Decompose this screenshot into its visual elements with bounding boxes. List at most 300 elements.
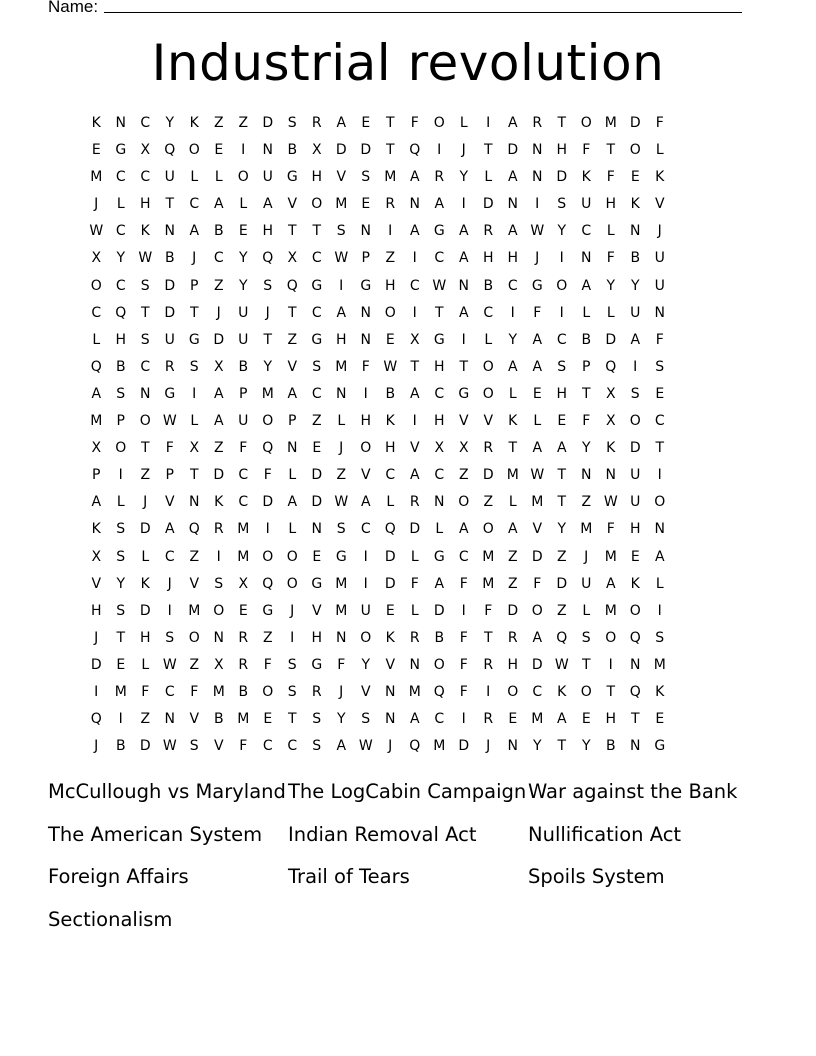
grid-letter: N — [654, 521, 665, 538]
grid-letter: K — [508, 413, 518, 430]
grid-letter: M — [433, 738, 446, 755]
grid-letter: O — [286, 548, 298, 565]
grid-letter: Z — [581, 494, 592, 511]
grid-letter: K — [385, 413, 395, 430]
grid-letter: U — [654, 250, 665, 267]
grid-letter: S — [655, 629, 665, 646]
grid-letter: T — [189, 467, 199, 484]
grid-letter: K — [140, 575, 150, 592]
grid-letter: V — [287, 196, 298, 213]
grid-letter: N — [507, 738, 518, 755]
grid-letter: L — [508, 494, 517, 511]
grid-letter: D — [311, 494, 323, 511]
grid-letter: D — [482, 196, 494, 213]
grid-letter: U — [164, 331, 175, 348]
grid-letter: Y — [581, 440, 591, 457]
grid-letter: A — [336, 115, 347, 131]
grid-row — [84, 516, 732, 543]
grid-letter: T — [557, 467, 567, 484]
grid-letter: V — [532, 521, 543, 538]
grid-letter: H — [433, 358, 445, 375]
grid-letter: L — [533, 413, 542, 430]
grid-letter: I — [412, 250, 417, 267]
grid-letter: T — [263, 331, 273, 348]
grid-letter: M — [384, 169, 397, 186]
grid-letter: X — [605, 413, 616, 430]
grid-letter: L — [508, 385, 517, 402]
grid-letter: Z — [213, 440, 224, 457]
word-list-item: War against the Bank — [528, 780, 738, 803]
grid-letter: D — [605, 331, 617, 348]
grid-letter: S — [336, 521, 346, 538]
grid-letter: X — [409, 331, 420, 348]
grid-letter: K — [606, 440, 616, 457]
grid-letter: H — [433, 413, 445, 430]
grid-row — [84, 571, 732, 598]
grid-letter: M — [531, 711, 544, 728]
grid-letter: O — [556, 277, 568, 294]
grid-letter: E — [91, 142, 101, 159]
grid-letter: Q — [90, 358, 102, 375]
grid-letter: B — [238, 683, 249, 700]
grid-letter: F — [263, 467, 272, 484]
grid-letter: M — [114, 683, 127, 700]
grid-letter: A — [507, 223, 518, 240]
grid-letter: P — [190, 277, 199, 294]
grid-letter: A — [409, 385, 420, 402]
grid-letter: Q — [433, 683, 445, 700]
grid-letter: Y — [557, 223, 567, 240]
grid-letter: Z — [189, 656, 200, 673]
grid-letter: F — [190, 683, 199, 700]
grid-letter: D — [213, 331, 225, 348]
grid-letter: H — [311, 629, 323, 646]
grid-letter: X — [213, 656, 224, 673]
grid-letter: D — [360, 142, 372, 159]
word-list-item: The LogCabin Campaign — [288, 780, 527, 803]
grid-letter: S — [116, 602, 126, 619]
grid-row — [84, 652, 732, 679]
grid-letter: U — [654, 277, 665, 294]
grid-letter: O — [605, 629, 617, 646]
grid-letter: K — [557, 683, 567, 700]
grid-letter: V — [164, 494, 175, 511]
grid-letter: K — [214, 494, 224, 511]
grid-letter: H — [556, 142, 568, 159]
grid-letter: E — [655, 385, 665, 402]
grid-letter: D — [139, 738, 151, 755]
grid-letter: Y — [606, 277, 616, 294]
grid-letter: U — [164, 169, 175, 186]
grid-letter: I — [559, 304, 564, 321]
grid-letter: J — [461, 142, 466, 159]
grid-letter: N — [164, 711, 175, 728]
grid-letter: V — [189, 575, 200, 592]
grid-letter: Q — [605, 358, 617, 375]
grid-row — [84, 625, 732, 652]
grid-letter: D — [507, 602, 519, 619]
grid-letter: D — [482, 467, 494, 484]
grid-letter: I — [241, 142, 246, 159]
grid-letter: A — [189, 223, 200, 240]
grid-letter: Z — [507, 575, 518, 592]
grid-letter: U — [238, 331, 249, 348]
grid-letter: I — [363, 548, 368, 565]
grid-letter: D — [335, 142, 347, 159]
grid-letter: F — [337, 656, 346, 673]
grid-letter: T — [508, 440, 518, 457]
grid-letter: N — [189, 494, 200, 511]
grid-letter: L — [239, 196, 248, 213]
grid-letter: F — [239, 738, 248, 755]
grid-letter: K — [140, 223, 150, 240]
grid-letter: S — [312, 738, 322, 755]
grid-letter: R — [311, 683, 322, 700]
grid-letter: L — [606, 304, 615, 321]
grid-letter: L — [386, 494, 395, 511]
grid-letter: Q — [262, 575, 274, 592]
grid-letter: M — [237, 521, 250, 538]
grid-letter: X — [605, 385, 616, 402]
grid-letter: V — [409, 440, 420, 457]
grid-letter: G — [188, 331, 200, 348]
grid-letter: T — [312, 223, 322, 240]
grid-letter: E — [581, 711, 591, 728]
grid-letter: S — [140, 277, 150, 294]
grid-letter: D — [164, 277, 176, 294]
grid-letter: A — [507, 115, 518, 131]
grid-letter: O — [360, 440, 372, 457]
grid-letter: N — [115, 115, 126, 131]
word-list-item: Indian Removal Act — [288, 822, 477, 846]
grid-letter: I — [461, 602, 466, 619]
grid-letter: O — [580, 115, 592, 131]
grid-row — [84, 245, 732, 272]
grid-letter: S — [557, 196, 567, 213]
grid-letter: E — [238, 223, 248, 240]
grid-letter: J — [216, 304, 221, 321]
grid-letter: B — [385, 385, 396, 402]
grid-letter: L — [92, 331, 101, 348]
grid-letter: V — [385, 656, 396, 673]
grid-letter: J — [94, 196, 99, 213]
grid-letter: C — [434, 250, 445, 267]
grid-letter: D — [262, 494, 274, 511]
grid-letter: G — [286, 169, 298, 186]
grid-letter: O — [188, 142, 200, 159]
grid-letter: B — [164, 250, 175, 267]
grid-letter: Y — [165, 115, 175, 131]
grid-letter: C — [115, 277, 126, 294]
grid-letter: M — [604, 115, 617, 131]
grid-letter: Y — [263, 358, 273, 375]
grid-letter: R — [238, 629, 249, 646]
grid-letter: G — [311, 656, 323, 673]
grid-letter: J — [535, 250, 540, 267]
word-list-row — [48, 863, 768, 906]
grid-letter: A — [409, 711, 420, 728]
grid-letter: Q — [409, 142, 421, 159]
grid-letter: Y — [336, 711, 346, 728]
grid-letter: A — [532, 331, 543, 348]
grid-letter: O — [213, 602, 225, 619]
grid-letter: Y — [116, 575, 126, 592]
grid-letter: G — [654, 738, 666, 755]
grid-letter: N — [532, 142, 543, 159]
grid-letter: G — [433, 223, 445, 240]
grid-letter: A — [458, 223, 469, 240]
grid-letter: C — [385, 467, 396, 484]
word-list-item: Trail of Tears — [288, 865, 410, 889]
grid-letter: T — [287, 711, 297, 728]
grid-letter: F — [582, 413, 591, 430]
grid-letter: H — [384, 277, 396, 294]
grid-letter: N — [581, 467, 592, 484]
grid-letter: O — [262, 548, 274, 565]
grid-letter: F — [141, 683, 150, 700]
grid-letter: T — [140, 440, 150, 457]
grid-letter: Y — [459, 169, 469, 186]
grid-letter: P — [165, 467, 174, 484]
grid-letter: A — [409, 467, 420, 484]
grid-letter: O — [433, 115, 445, 131]
grid-letter: Z — [483, 494, 494, 511]
grid-letter: R — [483, 440, 494, 457]
grid-letter: K — [385, 629, 395, 646]
grid-letter: M — [261, 385, 274, 402]
grid-letter: J — [94, 738, 99, 755]
grid-letter: K — [655, 683, 665, 700]
grid-letter: J — [584, 548, 589, 565]
grid-letter: J — [94, 629, 99, 646]
grid-letter: L — [337, 413, 346, 430]
grid-letter: Y — [508, 331, 518, 348]
grid-letter: G — [164, 385, 176, 402]
grid-letter: D — [384, 548, 396, 565]
grid-letter: W — [138, 250, 153, 267]
grid-letter: K — [581, 169, 591, 186]
page-title: Industrial revolution — [151, 34, 665, 92]
grid-letter: S — [287, 115, 297, 131]
grid-letter: O — [482, 358, 494, 375]
grid-letter: G — [433, 548, 445, 565]
grid-letter: A — [91, 494, 102, 511]
grid-letter: I — [290, 629, 295, 646]
grid-letter: N — [630, 656, 641, 673]
grid-letter: V — [458, 413, 469, 430]
grid-letter: L — [410, 548, 419, 565]
grid-letter: D — [556, 169, 568, 186]
grid-letter: Z — [238, 115, 249, 131]
grid-letter: Z — [213, 115, 224, 131]
grid-letter: A — [458, 250, 469, 267]
grid-letter: P — [582, 358, 591, 375]
grid-letter: Q — [164, 142, 176, 159]
grid-letter: N — [213, 629, 224, 646]
grid-letter: E — [361, 196, 371, 213]
grid-letter: H — [384, 440, 396, 457]
grid-letter: L — [435, 521, 444, 538]
grid-letter: D — [556, 575, 568, 592]
grid-letter: T — [385, 115, 395, 131]
grid-letter: N — [409, 656, 420, 673]
grid-letter: S — [263, 277, 273, 294]
grid-letter: O — [531, 602, 543, 619]
grid-letter: W — [162, 656, 177, 673]
grid-row — [84, 354, 732, 381]
grid-letter: N — [605, 467, 616, 484]
grid-letter: Z — [507, 548, 518, 565]
grid-letter: F — [655, 115, 664, 131]
grid-letter: H — [115, 331, 127, 348]
grid-letter: E — [238, 602, 248, 619]
grid-letter: H — [629, 521, 641, 538]
grid-letter: R — [409, 494, 420, 511]
grid-letter: Q — [629, 683, 641, 700]
grid-letter: S — [189, 738, 199, 755]
grid-letter: B — [581, 331, 592, 348]
grid-letter: Q — [556, 629, 568, 646]
grid-letter: I — [363, 385, 368, 402]
grid-letter: J — [290, 602, 295, 619]
grid-letter: U — [630, 467, 641, 484]
grid-letter: S — [165, 629, 175, 646]
grid-letter: D — [629, 115, 641, 131]
grid-letter: L — [484, 331, 493, 348]
grid-letter: D — [90, 656, 102, 673]
grid-letter: H — [605, 196, 617, 213]
grid-letter: N — [287, 440, 298, 457]
grid-letter: O — [188, 629, 200, 646]
grid-letter: R — [385, 196, 396, 213]
grid-letter: C — [238, 467, 249, 484]
grid-letter: X — [91, 250, 102, 267]
grid-letter: B — [115, 738, 126, 755]
grid-letter: I — [118, 711, 123, 728]
grid-letter: C — [311, 250, 322, 267]
grid-letter: V — [360, 467, 371, 484]
grid-letter: C — [409, 277, 420, 294]
grid-letter: A — [581, 277, 592, 294]
grid-letter: U — [581, 575, 592, 592]
word-list-row — [48, 821, 768, 864]
grid-letter: A — [532, 358, 543, 375]
grid-letter: F — [239, 440, 248, 457]
grid-letter: M — [408, 683, 421, 700]
grid-letter: B — [213, 223, 224, 240]
grid-letter: O — [629, 142, 641, 159]
grid-letter: A — [91, 385, 102, 402]
grid-letter: C — [164, 683, 175, 700]
grid-letter: H — [507, 656, 519, 673]
grid-letter: N — [409, 196, 420, 213]
grid-letter: F — [484, 602, 493, 619]
grid-letter: V — [189, 711, 200, 728]
grid-letter: S — [361, 711, 371, 728]
grid-letter: F — [655, 331, 664, 348]
grid-letter: A — [287, 385, 298, 402]
grid-letter: Q — [262, 250, 274, 267]
grid-letter: Z — [385, 250, 396, 267]
grid-letter: D — [409, 521, 421, 538]
grid-letter: M — [482, 548, 495, 565]
grid-letter: W — [383, 358, 398, 375]
grid-letter: O — [384, 304, 396, 321]
grid-letter: L — [459, 115, 468, 131]
grid-letter: G — [311, 575, 323, 592]
grid-row — [84, 489, 732, 516]
grid-letter: Q — [629, 629, 641, 646]
grid-letter: N — [385, 711, 396, 728]
grid-letter: P — [92, 467, 101, 484]
grid-letter: C — [140, 169, 151, 186]
grid-letter: T — [606, 683, 616, 700]
grid-letter: I — [118, 467, 123, 484]
grid-letter: H — [605, 711, 617, 728]
grid-letter: M — [653, 656, 666, 673]
grid-letter: B — [434, 629, 445, 646]
grid-letter: Z — [311, 413, 322, 430]
grid-letter: A — [213, 196, 224, 213]
grid-row — [84, 273, 732, 300]
grid-letter: U — [238, 304, 249, 321]
grid-letter: P — [288, 413, 297, 430]
grid-letter: S — [116, 548, 126, 565]
grid-letter: E — [214, 142, 224, 159]
grid-row — [84, 733, 732, 760]
grid-letter: F — [533, 575, 542, 592]
grid-letter: E — [263, 711, 273, 728]
grid-letter: A — [213, 413, 224, 430]
grid-row — [84, 218, 732, 245]
grid-letter: B — [213, 711, 224, 728]
grid-letter: M — [604, 602, 617, 619]
grid-letter: N — [654, 304, 665, 321]
grid-letter: C — [360, 521, 371, 538]
grid-letter: O — [262, 683, 274, 700]
grid-letter: N — [140, 385, 151, 402]
grid-letter: A — [336, 738, 347, 755]
grid-letter: O — [507, 683, 519, 700]
grid-letter: A — [507, 169, 518, 186]
grid-letter: K — [630, 575, 640, 592]
grid-letter: H — [507, 250, 519, 267]
grid-letter: X — [311, 142, 322, 159]
grid-letter: T — [459, 358, 469, 375]
grid-letter: Y — [238, 277, 248, 294]
grid-letter: O — [433, 656, 445, 673]
grid-letter: O — [360, 629, 372, 646]
grid-row — [84, 408, 732, 435]
grid-letter: M — [580, 521, 593, 538]
grid-letter: V — [654, 196, 665, 213]
grid-letter: I — [94, 683, 99, 700]
grid-letter: M — [335, 196, 348, 213]
grid-letter: K — [630, 196, 640, 213]
grid-letter: M — [212, 683, 225, 700]
grid-letter: C — [262, 738, 273, 755]
grid-letter: C — [434, 385, 445, 402]
grid-letter: F — [606, 521, 615, 538]
grid-letter: S — [214, 575, 224, 592]
grid-letter: K — [655, 169, 665, 186]
grid-letter: K — [91, 521, 101, 538]
grid-letter: J — [167, 575, 172, 592]
grid-letter: E — [361, 115, 371, 131]
grid-letter: Q — [384, 521, 396, 538]
grid-letter: A — [532, 440, 543, 457]
grid-letter: F — [459, 629, 468, 646]
